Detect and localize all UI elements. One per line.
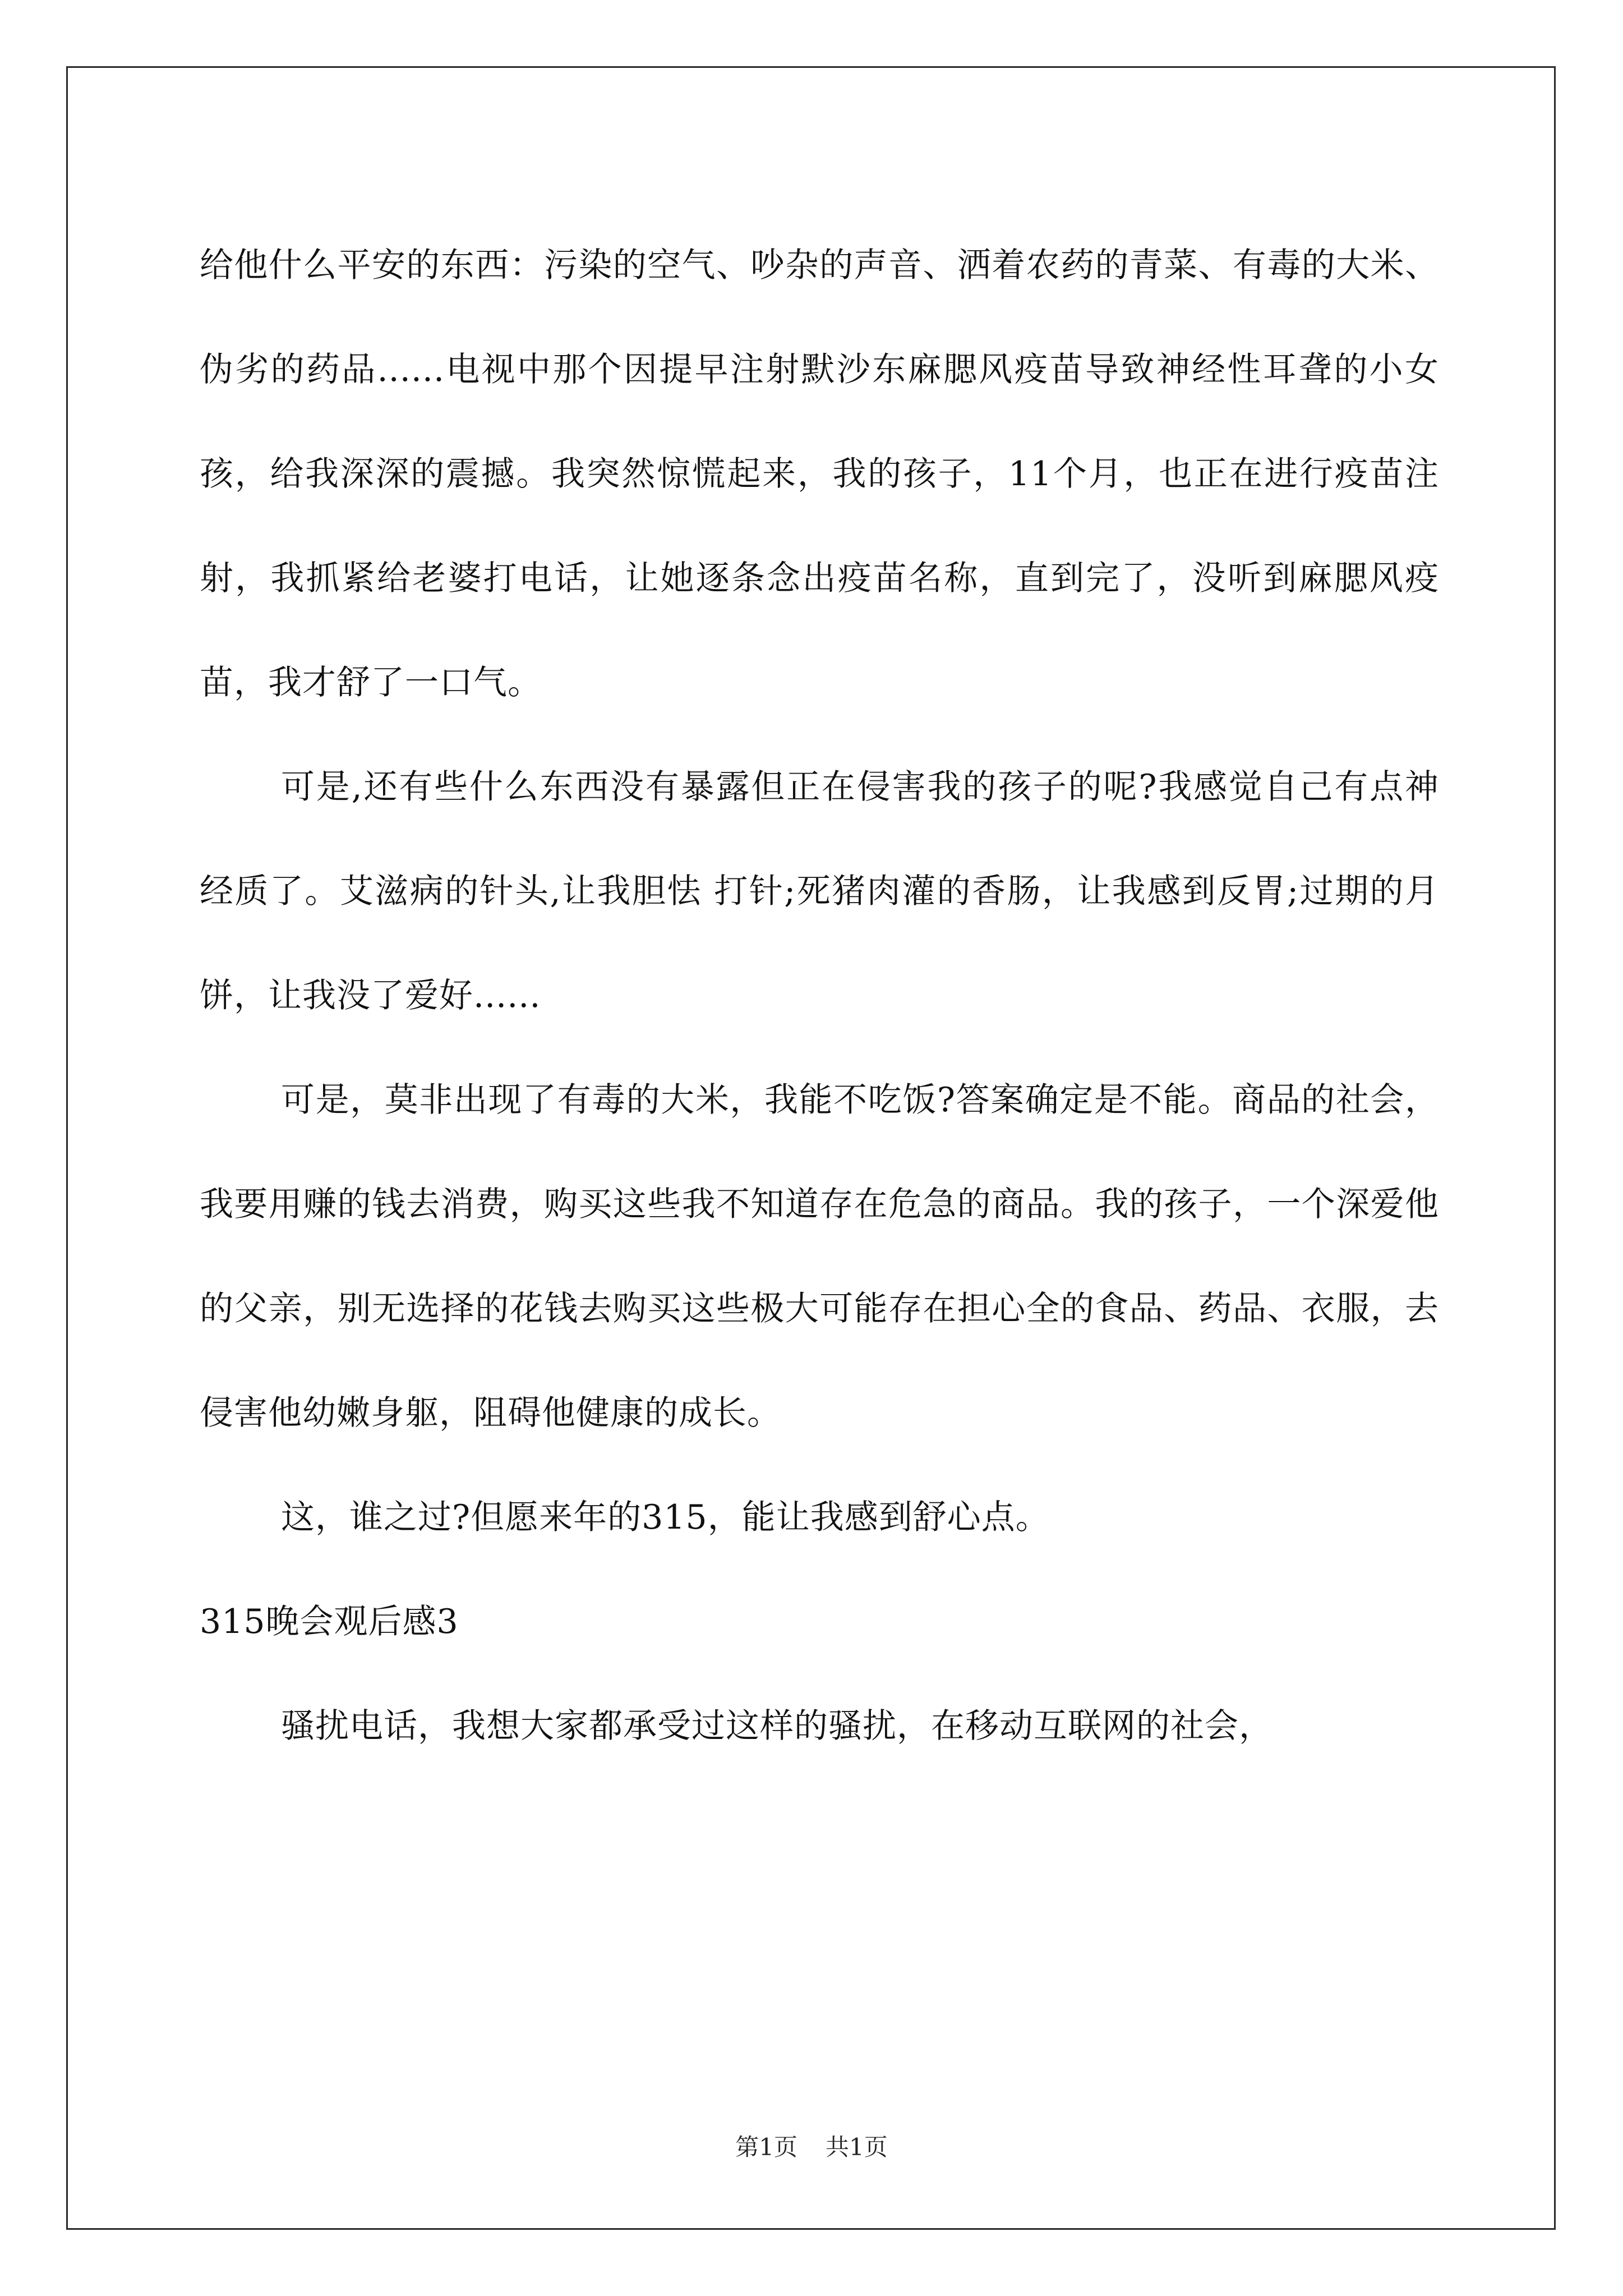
section-heading: 315晚会观后感3 xyxy=(200,1602,459,1641)
paragraph-2: 可是,还有些什么东西没有暴露但正在侵害我的孩子的呢?我感觉自己有点神经质了。艾滋病的针头,让我胆怯 打针;死猪肉灌的香肠，让我感到反胃;过期的月饼，让我没了爱好...... xyxy=(200,767,1439,1015)
document-body xyxy=(200,213,1439,1778)
paragraph-4: 这，谁之过?但愿来年的315，能让我感到舒心点。 xyxy=(281,1498,1050,1537)
paragraph-5: 骚扰电话，我想大家都承受过这样的骚扰，在移动互联网的社会， xyxy=(281,1706,1273,1746)
paragraph-3: 可是，莫非出现了有毒的大米，我能不吃饭?答案确定是不能。商品的社会，我要用赚的钱去消费，购买这些我不知道存在危急的商品。我的孩子，一个深爱他的父亲，别无选择的花钱去购买这些极大可能存在担心全的食品、药品、衣服，去侵害他幼嫩身躯，阻碍他健康的成长。 xyxy=(200,1080,1439,1433)
page-total: 共1页 xyxy=(826,2133,888,2161)
page-number: 第1页 xyxy=(735,2133,797,2161)
page-footer xyxy=(0,2129,1623,2162)
paragraph-1: 给他什么平安的东西：污染的空气、吵杂的声音、洒着农药的青菜、有毒的大米、伪劣的药品......电视中那个因提早注射默沙东麻腮风疫苗导致神经性耳聋的小女孩，给我深深的震撼。我突然惊慌起来，我的孩子，11个月，也正在进行疫苗注射，我抓紧给老婆打电话，让她逐条念出疫苗名称，直到完了，没听到麻腮风疫苗，我才舒了一口气。 xyxy=(200,246,1439,702)
